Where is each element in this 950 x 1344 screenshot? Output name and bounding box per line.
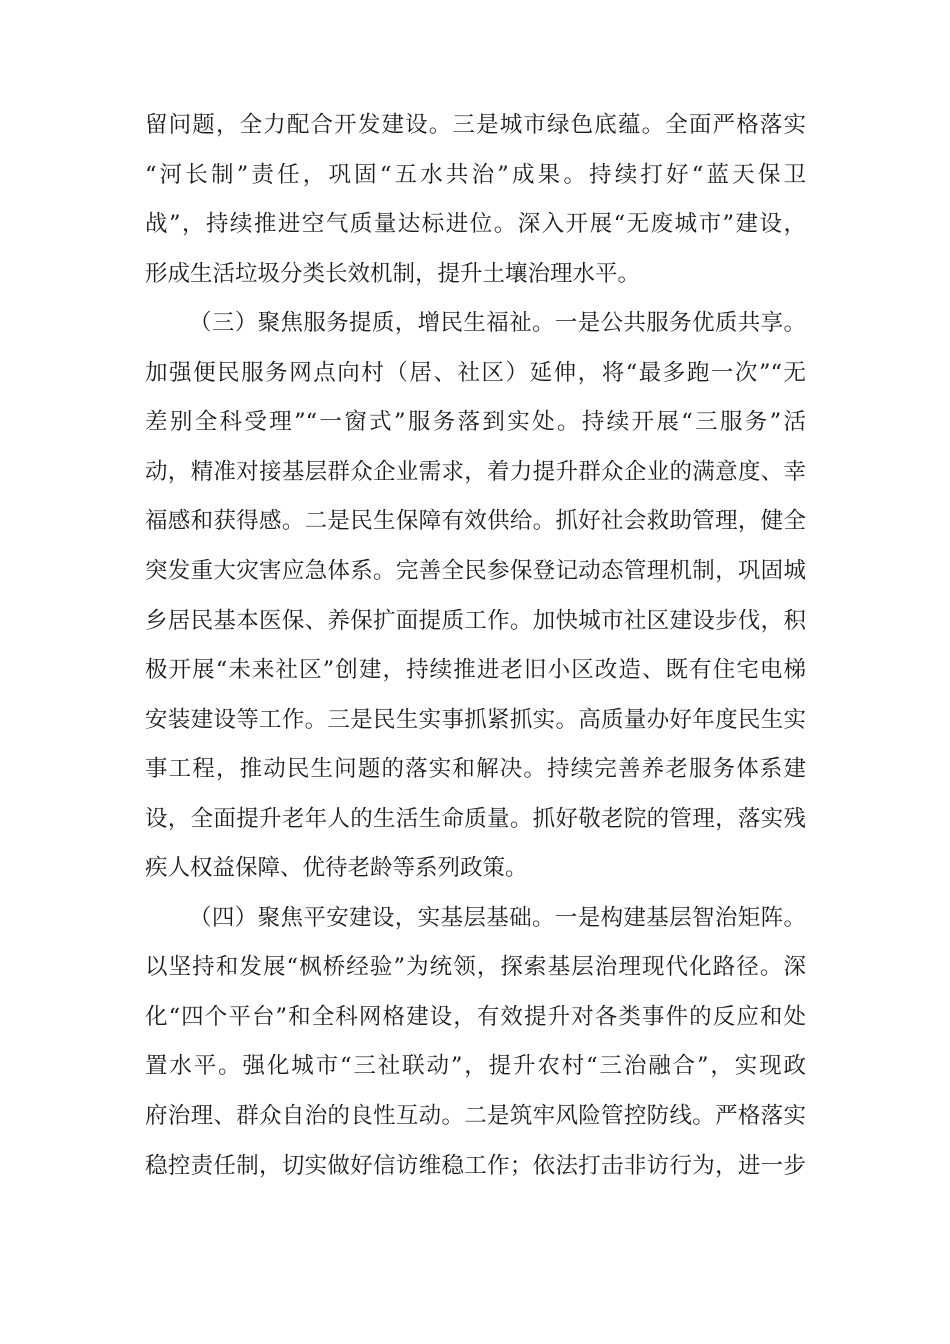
text-line: （四）聚焦平安建设，实基层基础。一是构建基层智治矩阵。 <box>189 904 806 931</box>
text-line: 留问题，全力配合开发建设。三是城市绿色底蕴。全面严格落实 <box>145 112 806 138</box>
text-line: （三）聚焦服务提质，增民生福祉。一是公共服务优质共享。 <box>189 310 806 337</box>
text-line: 加强便民服务网点向村（居、社区）延伸，将“最多跑一次”“无 <box>145 359 806 386</box>
text-line: 疾人权益保障、优待老龄等系列政策。 <box>145 855 528 882</box>
text-line: 以坚持和发展“枫桥经验”为统领，探索基层治理现代化路径。深 <box>145 954 806 981</box>
text-line: 府治理、群众自治的良性互动。二是筑牢风险管控防线。严格落实 <box>145 1103 806 1129</box>
text-line: 安装建设等工作。三是民生实事抓紧抓实。高质量办好年度民生实 <box>145 706 806 733</box>
text-line: 置水平。强化城市“三社联动”，提升农村“三治融合”，实现政 <box>145 1053 806 1080</box>
text-line: 形成生活垃圾分类长效机制，提升土壤治理水平。 <box>145 260 641 287</box>
text-line: 化“四个平台”和全科网格建设，有效提升对各类事件的反应和处 <box>145 1003 806 1030</box>
text-line: 极开展“未来社区”创建，持续推进老旧小区改造、既有住宅电梯 <box>145 657 806 683</box>
text-line: 突发重大灾害应急体系。完善全民参保登记动态管理机制，巩固城 <box>145 558 806 584</box>
text-line: 稳控责任制，切实做好信访维稳工作；依法打击非访行为，进一步 <box>145 1152 806 1179</box>
text-line: 动，精准对接基层群众企业需求，着力提升群众企业的满意度、幸 <box>145 458 806 485</box>
text-line: 事工程，推动民生问题的落实和解决。持续完善养老服务体系建 <box>145 756 806 783</box>
text-line: 差别全科受理”“一窗式”服务落到实处。持续开展“三服务”活 <box>145 409 806 436</box>
text-line: 设，全面提升老年人的生活生命质量。抓好敬老院的管理，落实残 <box>145 805 806 832</box>
text-line: “河长制”责任，巩固“五水共治”成果。持续打好“蓝天保卫 <box>145 161 806 188</box>
text-line: 乡居民基本医保、养保扩面提质工作。加快城市社区建设步伐，积 <box>145 607 806 634</box>
text-line: 战”，持续推进空气质量达标进位。深入开展“无废城市”建设， <box>145 211 806 238</box>
text-line: 福感和获得感。二是民生保障有效供给。抓好社会救助管理，健全 <box>145 508 806 535</box>
